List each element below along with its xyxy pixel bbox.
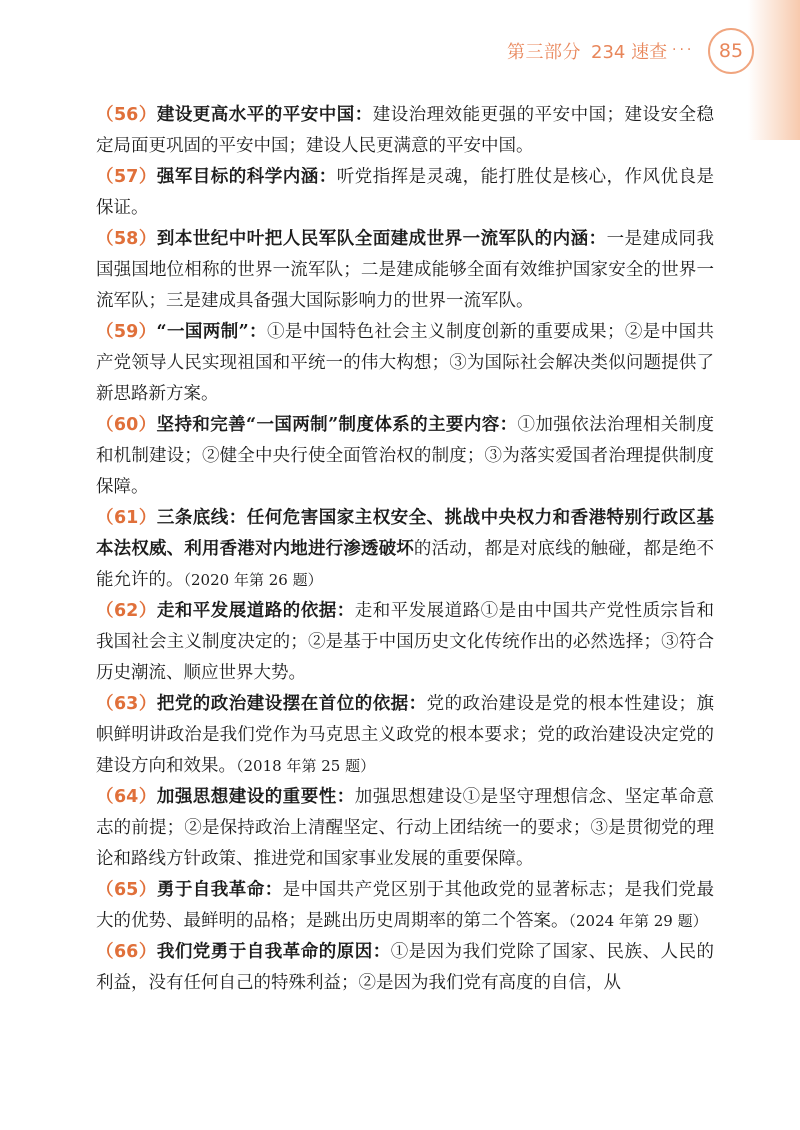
list-item <box>96 875 714 937</box>
list-item <box>96 596 714 689</box>
list-item <box>96 100 714 162</box>
entry-number: （60） <box>96 415 157 435</box>
page-number-badge <box>708 28 754 74</box>
entry-term: 加强思想建设的重要性： <box>156 787 355 807</box>
entry-term: 我们党勇于自我革命的原因： <box>156 942 391 962</box>
series-label: 234 速查 <box>591 42 668 63</box>
exam-reference: （2018 年第 25 题） <box>236 757 376 775</box>
entry-term: 建设更高水平的平安中国： <box>156 105 373 125</box>
entry-term: 坚持和完善“一国两制”制度体系的主要内容： <box>156 415 518 435</box>
entry-number: （63） <box>96 694 157 714</box>
entry-body: 听党指挥是灵魂，能打胜仗是核心，作风优良是保证。 <box>96 167 714 218</box>
entry-term: 把党的政治建设摆在首位的依据： <box>156 694 427 714</box>
entry-number: （65） <box>96 880 157 900</box>
entry-body: 一是建成同我国强国地位相称的世界一流军队；二是建成能够全面有效维护国家安全的世界一流军队；三是建成具备强大国际影响力的世界一流军队。 <box>96 229 715 311</box>
entry-term: 走和平发展道路的依据： <box>156 601 355 621</box>
list-item <box>96 410 714 503</box>
entry-number: （64） <box>96 787 157 807</box>
list-item <box>96 937 714 999</box>
entry-number: （62） <box>96 601 157 621</box>
list-item <box>96 689 714 782</box>
entry-body: 党的政治建设是党的根本性建设；旗帜鲜明讲政治是我们党作为马克思主义政党的根本要求；党的政治建设决定党的建设方向和效果。 <box>96 694 715 776</box>
list-item <box>96 224 714 317</box>
entry-body: ①是因为我们党除了国家、民族、人民的利益，没有任何自己的特殊利益；②是因为我们党有高度的自信，从 <box>96 942 715 993</box>
entry-body: 走和平发展道路①是由中国共产党性质宗旨和我国社会主义制度决定的；②是基于中国历史文化传统作出的必然选择；③符合历史潮流、顺应世界大势。 <box>96 601 715 683</box>
entry-number: （59） <box>96 322 157 342</box>
entry-term: 强军目标的科学内涵： <box>156 167 337 187</box>
entry-body: 建设治理效能更强的平安中国；建设安全稳定局面更巩固的平安中国；建设人民更满意的平安中国。 <box>96 105 715 156</box>
entry-term: 三条底线：任何危害国家主权安全、挑战中央权力和香港特别行政区基本法权威、利用香港对内地进行渗透破坏 <box>96 508 714 559</box>
entry-term: 到本世纪中叶把人民军队全面建成世界一流军队的内涵： <box>156 229 607 249</box>
page-header <box>0 0 800 80</box>
list-item <box>96 317 714 410</box>
list-item <box>96 503 714 596</box>
list-item <box>96 162 714 224</box>
entry-term: “一国两制”： <box>156 322 267 342</box>
entry-number: （57） <box>96 167 157 187</box>
list-item <box>96 782 714 875</box>
page-number: 85 <box>718 40 744 62</box>
section-label: 第三部分 <box>507 42 581 63</box>
exam-reference: （2024 年第 29 题） <box>568 912 708 930</box>
entry-body: 的活动，都是对底线的触碰，都是绝不能允许的。 <box>96 539 715 590</box>
entry-number: （58） <box>96 229 157 249</box>
entry-body: ①加强依法治理相关制度和机制建设；②健全中央行使全面管治权的制度；③为落实爱国者治理提供制度保障。 <box>96 415 714 497</box>
entry-term: 勇于自我革命： <box>156 880 283 900</box>
ellipsis-dots: ··· <box>672 42 695 58</box>
entry-number: （56） <box>96 105 157 125</box>
entry-number: （66） <box>96 942 157 962</box>
entry-list <box>96 100 714 999</box>
entry-body: ①是中国特色社会主义制度创新的重要成果；②是中国共产党领导人民实现祖国和平统一的伟大构想；③为国际社会解决类似问题提供了新思路新方案。 <box>96 322 714 404</box>
entry-number: （61） <box>96 508 157 528</box>
entry-body: 是中国共产党区别于其他政党的显著标志；是我们党最大的优势、最鲜明的品格；是跳出历史周期率的第二个答案。 <box>96 880 715 931</box>
entry-body: 加强思想建设①是坚守理想信念、坚定革命意志的前提；②是保持政治上清醒坚定、行动上团结统一的要求；③是贯彻党的理论和路线方针政策、推进党和国家事业发展的重要保障。 <box>96 787 715 869</box>
exam-reference: （2020 年第 26 题） <box>183 571 323 589</box>
